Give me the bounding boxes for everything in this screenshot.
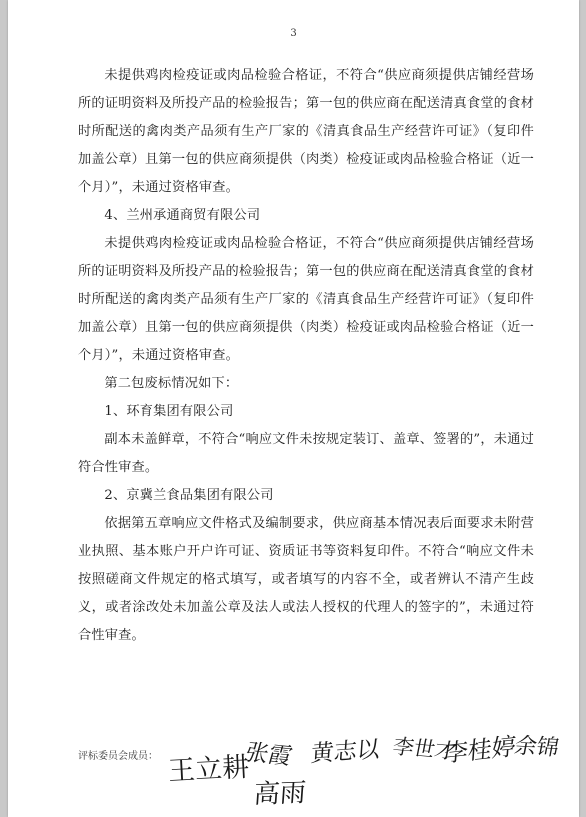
committee-signatures [78,730,562,810]
section-heading-package-2: 第二包废标情况如下： [104,376,239,391]
paragraph-rejection-reason-p2-2: 依据第五章响应文件格式及编制要求，供应商基本情况表后面要求未附营业执照、基本账户开户许可证、资质证书等资料复印件。不符合“响应文件未按照磋商文件规定的格式填写，或者填写的内容不全，或者辨认不清产生歧义，或者涂改处未加盖公章及法人或法人授权的代理人的签字的”，未通过符合性审查。 [78,516,534,643]
signature: 余锦 [512,733,562,762]
vendor-heading-p2-1: 1、环育集团有限公司 [104,404,234,419]
vendor-heading-4: 4、兰州承通商贸有限公司 [104,208,261,223]
paragraph-rejection-reason-3: 未提供鸡肉检疫证或肉品检验合格证，不符合“供应商须提供店铺经营场所的证明资料及所投产品的检验报告；第一包的供应商在配送清真食堂的食材时所配送的禽肉类产品须有生产厂家的《清真食品生产经营许可证》（复印件加盖公章）且第一包的供应商须提供（肉类）检疫证或肉品检验合格证（近一个月）”，未通过资格审查。 [78,68,534,195]
document-body [78,62,534,650]
paragraph-rejection-reason-p2-1: 副本未盖鲜章，不符合“响应文件未按规定装订、盖章、签署的”，未通过符合性审查。 [78,432,534,475]
page-number: 3 [290,28,297,39]
signature: 李世才 [390,734,458,764]
document-page [8,0,579,817]
signature: 李桂婷 [443,732,517,768]
signature: 高雨 [252,778,307,810]
signers-label: 评标委员会成员： [78,751,158,762]
paragraph-rejection-reason-4: 未提供鸡肉检疫证或肉品检验合格证，不符合“供应商须提供店铺经营场所的证明资料及所投产品的检验报告；第一包的供应商在配送清真食堂的食材时所配送的禽肉类产品须有生产厂家的《清真食品生产经营许可证》（复印件加盖公章）且第一包的供应商须提供（肉类）检疫证或肉品检验合格证（近一个月）”，未通过资格审查。 [78,236,534,363]
signature: 王立耕 [167,751,250,788]
signature: 黄志以 [309,736,381,768]
signature: 张霞 [241,739,295,771]
vendor-heading-p2-2: 2、京冀兰食品集团有限公司 [104,488,274,503]
